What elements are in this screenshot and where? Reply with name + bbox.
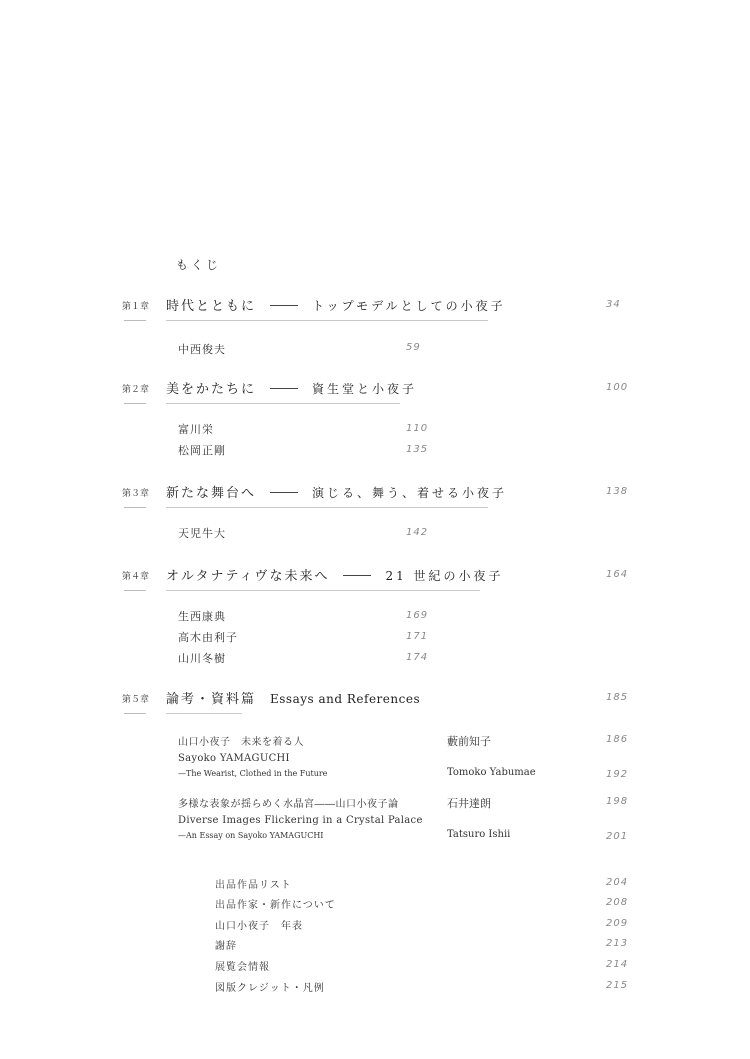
essay-page: 198 xyxy=(606,796,629,807)
author-name[interactable]: 中西俊夫 xyxy=(178,343,226,356)
essay-page: 192 xyxy=(606,769,629,780)
chapter-subtitle: 演じる、舞う、着せる小夜子 xyxy=(312,486,508,500)
chapter-title-line[interactable] xyxy=(166,688,420,707)
chapter-subtitle: Essays and References xyxy=(270,692,421,706)
chapter-page: 138 xyxy=(606,486,629,497)
chapter-page: 100 xyxy=(606,382,629,393)
author-name[interactable]: 天児牛大 xyxy=(178,527,226,540)
essay-author: 藪前知子 xyxy=(447,735,491,748)
essay-title[interactable]: 山口小夜子 未来を着る人 xyxy=(178,737,304,748)
author-page: 174 xyxy=(406,652,429,663)
appendix-item[interactable]: 出品作家・新作について xyxy=(215,900,336,911)
chapter-title: オルタナティヴな未来へ xyxy=(166,569,330,584)
chapter-label: 第５章 xyxy=(122,695,150,705)
chapter-title: 時代とともに xyxy=(166,299,257,314)
essay-page: 186 xyxy=(606,734,629,745)
em-dash xyxy=(270,388,298,389)
chapter-title-line[interactable] xyxy=(166,482,507,501)
essay-author: Tatsuro Ishii xyxy=(447,829,511,840)
appendix-page: 208 xyxy=(606,897,629,908)
appendix-page: 213 xyxy=(606,938,629,949)
chapter-subtitle: 資生堂と小夜子 xyxy=(312,382,418,396)
appendix-item[interactable]: 図版クレジット・凡例 xyxy=(215,983,325,994)
chapter-label: 第３章 xyxy=(122,489,150,499)
chapter-title-line[interactable] xyxy=(166,565,504,584)
essay-page: 201 xyxy=(606,831,629,842)
author-page: 169 xyxy=(406,610,429,621)
essay-title[interactable]: 多様な表象が揺らめく水晶宮――山口小夜子論 xyxy=(178,799,399,810)
author-page: 110 xyxy=(406,423,429,434)
chapter-title: 美をかたちに xyxy=(166,382,257,397)
chapter-subtitle: トップモデルとしての小夜子 xyxy=(312,299,506,313)
chapter-title-line[interactable] xyxy=(166,378,417,397)
author-page: 59 xyxy=(406,342,421,353)
author-page: 171 xyxy=(406,631,429,642)
appendix-item[interactable]: 謝辞 xyxy=(215,941,237,952)
appendix-item[interactable]: 出品作品リスト xyxy=(215,880,292,891)
essay-title-en[interactable]: Sayoko YAMAGUCHI xyxy=(178,753,290,764)
chapter-title-rule xyxy=(166,590,480,591)
chapter-subtitle: 21 世紀の小夜子 xyxy=(385,569,504,583)
chapter-title-rule xyxy=(166,507,488,508)
essay-title-en[interactable]: Diverse Images Flickering in a Crystal Palace xyxy=(178,815,423,826)
chapter-title-rule xyxy=(166,320,488,321)
author-name[interactable]: 山川冬樹 xyxy=(178,652,226,665)
chapter-label-rule xyxy=(124,320,146,321)
author-name[interactable]: 富川栄 xyxy=(178,423,214,436)
chapter-label: 第４章 xyxy=(122,572,150,582)
chapter-label-rule xyxy=(124,713,146,714)
chapter-title: 論考・資料篇 xyxy=(166,692,257,707)
essay-subtitle-en: —An Essay on Sayoko YAMAGUCHI xyxy=(178,831,324,840)
essay-author: Tomoko Yabumae xyxy=(447,767,536,778)
chapter-page: 34 xyxy=(606,299,621,310)
chapter-label-rule xyxy=(124,403,146,404)
em-dash xyxy=(343,575,371,576)
author-name[interactable]: 生西康典 xyxy=(178,610,226,623)
chapter-label: 第１章 xyxy=(122,302,150,312)
chapter-title-rule xyxy=(166,713,242,714)
appendix-page: 215 xyxy=(606,980,629,991)
chapter-page: 185 xyxy=(606,692,629,703)
appendix-page: 209 xyxy=(606,918,629,929)
chapter-title: 新たな舞台へ xyxy=(166,486,257,501)
chapter-title-line[interactable] xyxy=(166,295,506,314)
chapter-label-rule xyxy=(124,507,146,508)
author-page: 135 xyxy=(406,444,429,455)
appendix-page: 204 xyxy=(606,877,629,888)
em-dash xyxy=(270,492,298,493)
em-dash xyxy=(270,305,298,306)
appendix-item[interactable]: 山口小夜子 年表 xyxy=(215,921,303,932)
essay-subtitle-en: —The Wearist, Clothed in the Future xyxy=(178,769,328,778)
author-name[interactable]: 松岡正剛 xyxy=(178,444,226,457)
chapter-page: 164 xyxy=(606,569,629,580)
appendix-item[interactable]: 展覧会情報 xyxy=(215,962,270,973)
author-page: 142 xyxy=(406,527,429,538)
appendix-page: 214 xyxy=(606,959,629,970)
chapter-label: 第２章 xyxy=(122,385,150,395)
chapter-label-rule xyxy=(124,590,146,591)
author-name[interactable]: 高木由利子 xyxy=(178,631,238,644)
toc-title: もくじ xyxy=(176,258,222,272)
essay-author: 石井達朗 xyxy=(447,797,491,810)
chapter-title-rule xyxy=(166,403,400,404)
